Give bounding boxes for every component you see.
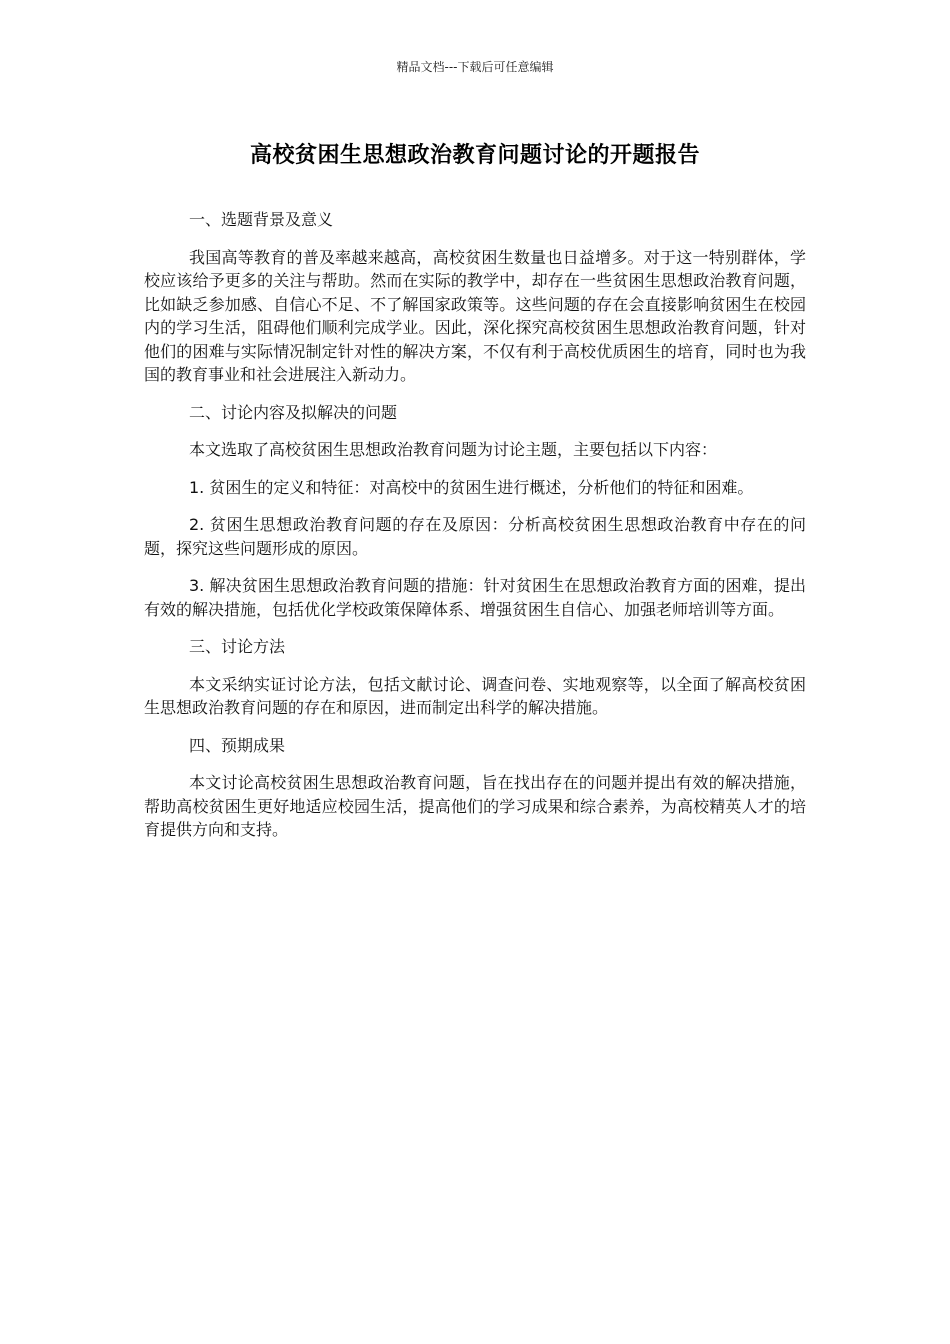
section-heading: 三、讨论方法 xyxy=(189,637,286,656)
paragraph: 本文采纳实证讨论方法，包括文献讨论、调查问卷、实地观察等，以全面了解高校贫困生思想政治教育问题的存在和原因，进而制定出科学的解决措施。 xyxy=(144,674,806,717)
header-note: 精品文档---下载后可任意编辑 xyxy=(396,60,554,74)
list-item: 1. 贫困生的定义和特征：对高校中的贫困生进行概述，分析他们的特征和困难。 xyxy=(189,477,754,497)
list-item: 3. 解决贫困生思想政治教育问题的措施：针对贫困生在思想政治教育方面的困难，提出有效的解决措施，包括优化学校政策保障体系、增强贫困生自信心、加强老师培训等方面。 xyxy=(144,576,806,619)
document-body xyxy=(144,208,806,856)
section-heading: 二、讨论内容及拟解决的问题 xyxy=(189,402,398,422)
section-heading: 四、预期成果 xyxy=(189,735,286,755)
list-item: 2. 贫困生思想政治教育问题的存在及原因：分析高校贫困生思想政治教育中存在的问题，探究这些问题形成的原因。 xyxy=(144,515,806,558)
document-title: 高校贫困生思想政治教育问题讨论的开题报告 xyxy=(249,143,700,168)
paragraph: 本文讨论高校贫困生思想政治教育问题，旨在找出存在的问题并提出有效的解决措施，帮助高校贫困生更好地适应校园生活，提高他们的学习成果和综合素养，为高校精英人才的培育提供方向和支持。 xyxy=(144,773,806,839)
paragraph: 我国高等教育的普及率越来越高，高校贫困生数量也日益增多。对于这一特别群体，学校应该给予更多的关注与帮助。然而在实际的教学中，却存在一些贫困生思想政治教育问题，比如缺乏参加感、自信心不足、不了解国家政策等。这些问题的存在会直接影响贫困生在校园内的学习生活，阻碍他们顺利完成学业。因此，深化探究高校贫困生思想政治教育问题，针对他们的困难与实际情况制定针对性的解决方案，不仅有利于高校优质困生的培育，同时也为我国的教育事业和社会进展注入新动力。 xyxy=(144,247,806,384)
section-heading: 一、选题背景及意义 xyxy=(189,210,334,229)
paragraph: 本文选取了高校贫困生思想政治教育问题为讨论主题，主要包括以下内容： xyxy=(189,440,718,459)
